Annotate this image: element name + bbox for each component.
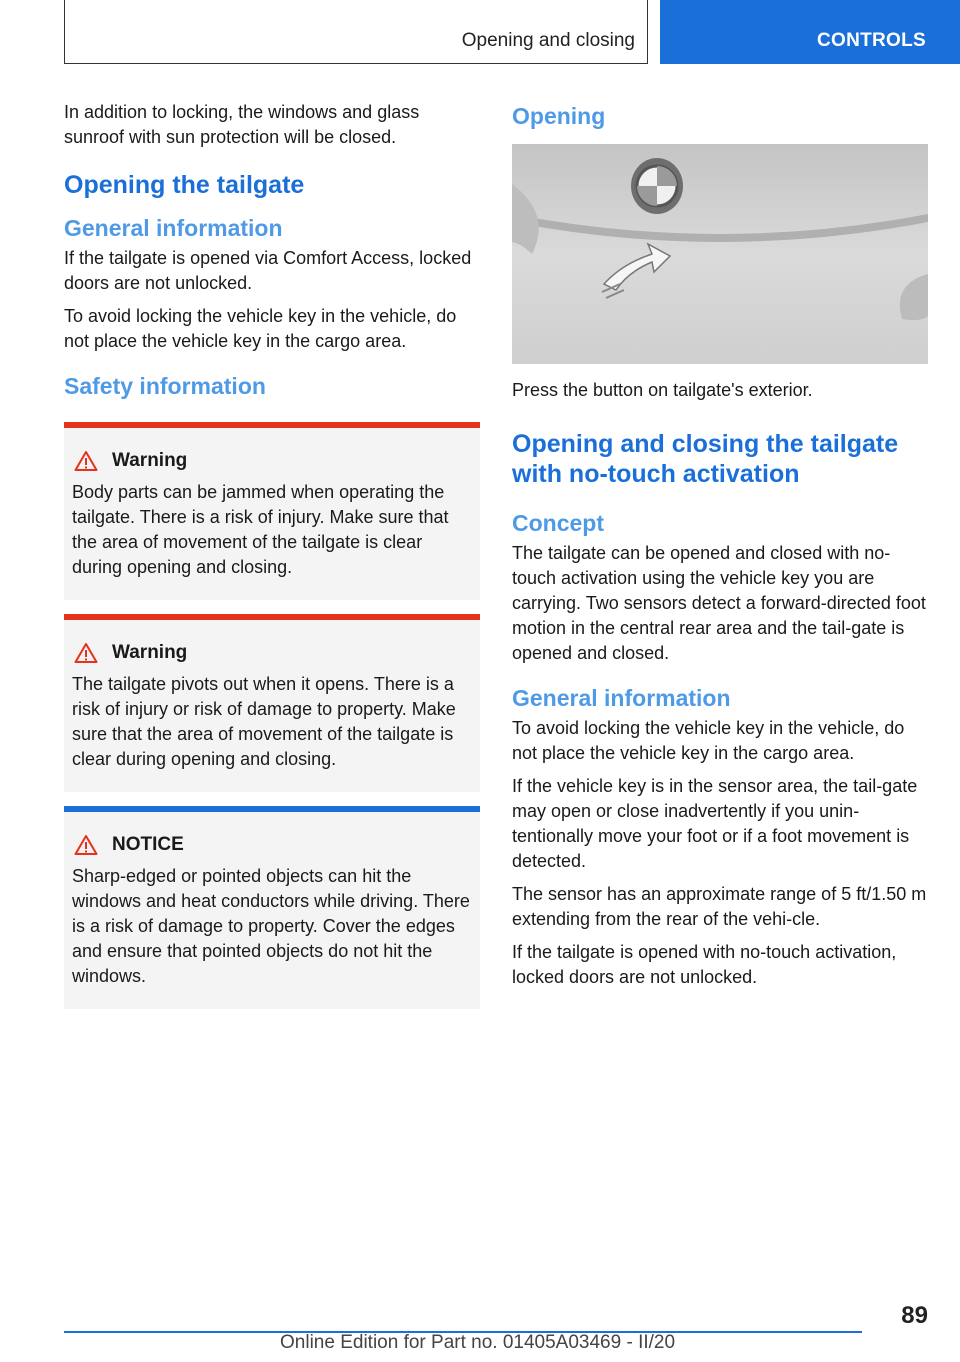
damage-notice <box>64 806 480 1009</box>
general-paragraph-2: To avoid locking the vehicle key in the vehicle, do not place the vehicle key in the cargo area. <box>64 306 457 351</box>
general2-paragraph-2: If the vehicle key is in the sensor area, the tail-gate may open or close inadvertently if you unin-tentionally move your foot or if a foot movement is detected. <box>512 776 918 871</box>
general2-paragraph-1: To avoid locking the vehicle key in the vehicle, do not place the vehicle key in the cargo area. <box>512 718 905 763</box>
heading-concept: Concept <box>512 510 604 536</box>
general-paragraph-1: If the tailgate is opened via Comfort Access, locked doors are not unlocked. <box>64 248 472 293</box>
general2-paragraph-3: The sensor has an approximate range of 5 ft/1.50 m extending from the rear of the vehi-cle. <box>512 884 927 929</box>
intro-paragraph: In addition to locking, the windows and glass sunroof with sun protection will be closed. <box>64 102 420 147</box>
concept-paragraph: The tailgate can be opened and closed with no-touch activation using the vehicle key you are carrying. Two sensors detect a forward-directed foot motion in the central rear area and the tail-gate is opened and closed. <box>512 543 926 663</box>
warning-notice-2 <box>64 614 480 792</box>
notice-text: Sharp-edged or pointed objects can hit the windows and heat conductors while driving. There is a risk of damage to property. Cover the edges and ensure that pointed objects do not hit the windows. <box>72 866 470 986</box>
warning-triangle-icon <box>74 450 98 472</box>
right-column <box>512 100 928 998</box>
heading-opening: Opening <box>512 103 606 129</box>
page-number: 89 <box>901 1302 928 1329</box>
section-title: Opening and closing <box>461 30 635 51</box>
general2-paragraph-4: If the tailgate is opened with no-touch activation, locked doors are not unlocked. <box>512 942 897 987</box>
header-chapter-box <box>660 0 960 64</box>
heading-safety-information: Safety information <box>64 373 266 399</box>
heading-no-touch-activation: Opening and closing the tailgate with no-touch activation <box>512 430 899 488</box>
header-section-box <box>64 0 648 64</box>
chapter-title: CONTROLS <box>816 30 926 51</box>
heading-general-information: General information <box>64 215 283 241</box>
edition-text: Online Edition for Part no. 01405A03469 - II/20 <box>280 1332 676 1353</box>
heading-general-information-2: General information <box>512 685 731 711</box>
warning-triangle-icon <box>74 834 98 856</box>
notice-text: Body parts can be jammed when operating the tailgate. There is a risk of injury. Make sure that the area of movement of the tailgate is clear during opening and closing. <box>72 482 449 577</box>
notice-title: NOTICE <box>112 834 184 855</box>
notice-title: Warning <box>112 450 188 471</box>
warning-triangle-icon <box>74 642 98 664</box>
left-column <box>64 100 480 1023</box>
figure-caption: Press the button on tailgate's exterior. <box>512 380 813 400</box>
notice-text: The tailgate pivots out when it opens. There is a risk of injury or risk of damage to property. Make sure that the area of movement of the tailgate is clear during opening and closing. <box>72 674 456 769</box>
heading-opening-tailgate: Opening the tailgate <box>64 171 305 199</box>
notice-title: Warning <box>112 642 188 663</box>
tailgate-button-illustration <box>512 144 928 364</box>
warning-notice-1 <box>64 422 480 600</box>
